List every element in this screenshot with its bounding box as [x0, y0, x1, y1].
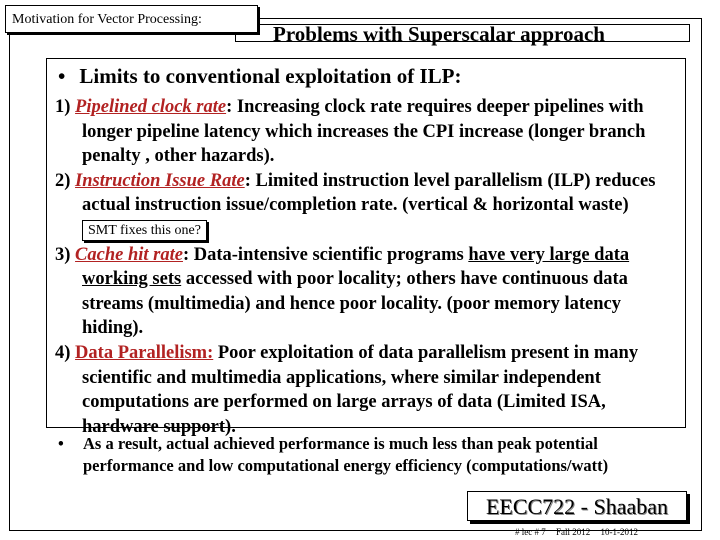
item-text: Poor exploitation of data parallelism present in many scientific and multimedia applications, where similar independent computations are performed on large arrays of data (Limited ISA, hardware support).: [82, 342, 639, 437]
footer: [515, 527, 646, 537]
list-item: [55, 169, 685, 243]
item-key: Instruction Issue Rate: [75, 170, 245, 191]
list-item: [55, 341, 685, 439]
footer-slide-number: # lec # 7: [515, 527, 546, 537]
main-bullet: [58, 64, 461, 89]
item-number: 1): [55, 97, 71, 117]
bullet-icon: •: [58, 434, 64, 453]
item-text: : Limited instruction level parallelism (ILP) reduces actual instruction issue/completion rate. (vertical & horizontal waste): [82, 170, 656, 216]
result-bullet: [58, 433, 658, 477]
item-number: 3): [55, 244, 71, 265]
bullet-icon: •: [58, 64, 66, 88]
item-key: Pipelined clock rate: [75, 97, 227, 117]
item-text: accessed with poor locality; others have continuous data streams (multimedia) and hence poor locality. (poor memory latency hiding).: [82, 269, 628, 339]
main-bullet-text: Limits to conventional exploitation of ILP:: [79, 64, 462, 88]
result-text: As a result, actual achieved performance is much less than peak potential performance and low computational energy efficiency (computations/watt): [83, 434, 609, 475]
item-key: Data Parallelism:: [75, 342, 214, 363]
footer-term: Fall 2012: [556, 527, 591, 537]
footer-date: 10-1-2012: [600, 527, 639, 537]
item-underlined-text: have very large data working sets: [82, 244, 630, 290]
item-number: 2): [55, 170, 71, 191]
course-label: [467, 491, 687, 521]
smt-callout: SMT fixes this one?: [82, 220, 207, 241]
item-key: Cache hit rate: [75, 244, 183, 265]
item-text: : Increasing clock rate requires deeper pipelines with longer pipeline latency which increases the CPI increase (longer branch penalty , other hazards).: [82, 97, 646, 167]
item-number: 4): [55, 342, 71, 363]
list-item: [55, 95, 685, 169]
course-label-text: EECC722 - Shaaban: [485, 494, 669, 519]
corner-tag: Motivation for Vector Processing:: [5, 5, 258, 33]
item-text: : Data-intensive scientific programs: [182, 244, 469, 265]
problem-list: [55, 95, 685, 439]
list-item: [55, 243, 685, 341]
slide-title: Problems with Superscalar approach: [273, 22, 605, 46]
